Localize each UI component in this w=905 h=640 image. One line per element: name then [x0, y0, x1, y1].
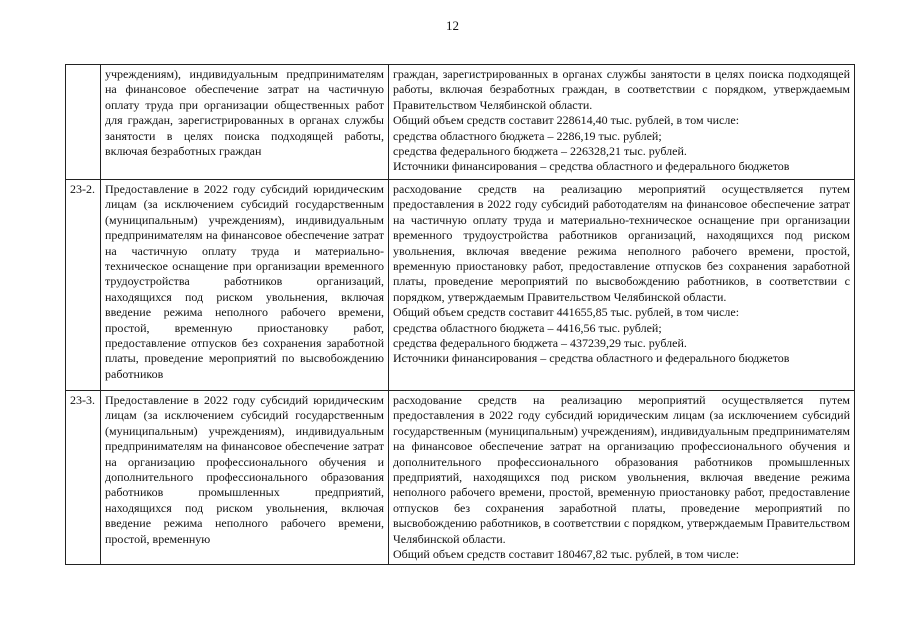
measure-title: учреждениям), индивидуальным предпринимателям на финансовое обеспечение затрат на частичную оплату труда при организации общественных работ для граждан, зарегистрированных в органах службы занятости в целях поиска подходящей работы, включая безработных граждан — [101, 65, 389, 180]
measures-table — [65, 64, 855, 565]
description-paragraph: расходование средств на реализацию мероприятий осуществляется путем предоставления в 2022 году субсидий работодателям на финансовое обеспечение затрат на частичную оплату труда и материально-техническое оснащение при организации временного трудоустройства работников организаций, находящихся под риском увольнения, включая введение режима неполного рабочего времени, простой, временную приостановку работ, предоставление отпусков без сохранения заработной платы, проведение мероприятий по высвобождению работников, в соответствии с порядком, утверждаемым Правительством Челябинской области. — [393, 182, 850, 304]
funding-sources: Источники финансирования – средства областного и федерального бюджетов — [393, 159, 790, 174]
total-amount: Общий объем средств составит 180467,82 тыс. рублей, в том числе: — [393, 547, 740, 562]
measure-title: Предоставление в 2022 году субсидий юридическим лицам (за исключением субсидий государственным (муниципальным) учреждениям), индивидуальным предпринимателям на финансовое обеспечение затрат на организацию профессионального обучения и дополнительного профессионального образования работников промышленных предприятий, находящихся под риском увольнения, включая введение режима неполного рабочего времени, простой, временную — [101, 391, 389, 565]
federal-budget-amount: средства федерального бюджета – 437239,29 тыс. рублей. — [393, 336, 687, 351]
funding-sources: Источники финансирования – средства областного и федерального бюджетов — [393, 351, 790, 366]
description-paragraph: расходование средств на реализацию мероприятий осуществляется путем предоставления в 2022 году субсидий юридическим лицам (за исключением субсидий государственным (муниципальным) учреждениям), индивидуальным предпринимателям на финансовое обеспечение затрат на организацию профессионального обучения и дополнительного профессионального образования работников промышленных предприятий, находящихся под риском увольнения, включая введение режима неполного рабочего времени, простой, временную приостановку работ, предоставление отпусков без сохранения заработной платы, проведение мероприятий по высвобождению работников, в соответствии с порядком, утверждаемым Правительством Челябинской области. — [393, 393, 850, 546]
regional-budget-amount: средства областного бюджета – 2286,19 тыс. рублей; — [393, 128, 662, 143]
row-number — [66, 65, 101, 180]
table-row — [66, 180, 855, 391]
page-number: 12 — [446, 18, 459, 33]
regional-budget-amount: средства областного бюджета – 4416,56 тыс. рублей; — [393, 320, 662, 335]
federal-budget-amount: средства федерального бюджета – 226328,21 тыс. рублей. — [393, 144, 687, 159]
table-row — [66, 391, 855, 565]
table-row — [66, 65, 855, 180]
row-number: 23-3. — [66, 391, 101, 565]
total-amount: Общий объем средств составит 441655,85 тыс. рублей, в том числе: — [393, 305, 740, 320]
total-amount: Общий объем средств составит 228614,40 тыс. рублей, в том числе: — [393, 113, 740, 128]
measure-description — [389, 180, 855, 391]
row-number: 23-2. — [66, 180, 101, 391]
measure-title: Предоставление в 2022 году субсидий юридическим лицам (за исключением субсидий государственным (муниципальным) учреждениям), индивидуальным предпринимателям на финансовое обеспечение затрат на частичную оплату труда и материально-техническое оснащение при организации временного трудоустройства работников организаций, находящихся под риском увольнения, включая введение режима неполного рабочего времени, простой, временную приостановку работ, предоставление отпусков без сохранения заработной платы, проведение мероприятий по высвобождению работников — [101, 180, 389, 391]
measure-description — [389, 391, 855, 565]
description-paragraph: граждан, зарегистрированных в органах службы занятости в целях поиска подходящей работы, включая безработных граждан, в соответствии с порядком, утверждаемым Правительством Челябинской области. — [393, 67, 850, 112]
measure-description — [389, 65, 855, 180]
